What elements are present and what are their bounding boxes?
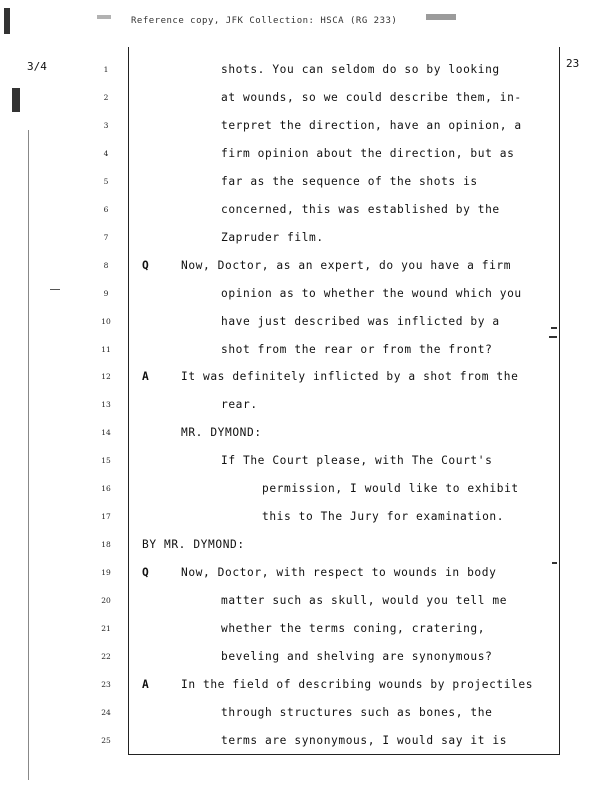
transcript-line-text: opinion as to whether the wound which you	[221, 286, 522, 300]
scan-smudge-right	[426, 14, 456, 20]
answer-marker: A	[142, 677, 149, 691]
page-section-label: 3/4	[27, 60, 47, 73]
line-number: 14	[101, 428, 111, 438]
line-number: 12	[101, 372, 111, 382]
transcript-line-text: permission, I would like to exhibit	[262, 482, 519, 496]
transcript-line-text: Now, Doctor, as an expert, do you have a firm	[181, 258, 512, 272]
transcript-line-text: this to The Jury for examination.	[262, 510, 505, 524]
line-number: 6	[103, 204, 109, 214]
transcript-line-text: have just described was inflicted by a	[221, 314, 500, 328]
margin-mark-right-3	[552, 562, 557, 564]
line-number: 11	[101, 344, 111, 354]
transcript-line-text: firm opinion about the direction, but as	[221, 146, 515, 160]
line-number: 4	[103, 148, 109, 158]
transcript-line-text: BY MR. DYMOND:	[142, 538, 245, 552]
transcript-line-text: It was definitely inflicted by a shot from the	[181, 370, 519, 384]
transcript-line-text: shot from the rear or from the front?	[221, 342, 493, 356]
line-number: 16	[101, 484, 111, 494]
binder-mark-line	[28, 130, 29, 780]
margin-mark-right-2	[549, 336, 557, 338]
line-number: 15	[101, 456, 111, 466]
line-number: 10	[101, 316, 111, 326]
question-marker: Q	[142, 566, 149, 580]
line-number: 23	[101, 679, 111, 689]
line-number: 21	[101, 624, 111, 633]
transcript-line-text: whether the terms coning, cratering,	[221, 622, 486, 635]
line-number: 1	[103, 65, 109, 74]
page-number: 23	[566, 57, 580, 70]
transcript-line-text: Now, Doctor, with respect to wounds in body	[181, 566, 497, 580]
reference-header: Reference copy, JFK Collection: HSCA (RG 233)	[131, 16, 398, 26]
margin-mark-right-1	[551, 327, 557, 329]
binder-mark-middle	[12, 88, 20, 112]
margin-dash	[50, 289, 60, 290]
transcript-line-text: rear.	[221, 398, 258, 412]
transcript-line-text: through structures such as bones, the	[221, 705, 493, 719]
line-number: 13	[101, 400, 111, 410]
scan-smudge-left	[97, 15, 111, 19]
line-number: 25	[101, 735, 111, 745]
answer-marker: A	[142, 370, 149, 384]
transcript-line-text: shots. You can seldom do so by looking	[221, 63, 500, 76]
line-number: 24	[101, 707, 111, 717]
transcript-line-text: Zapruder film.	[221, 230, 324, 244]
question-marker: Q	[142, 258, 149, 272]
transcript-line-text: matter such as skull, would you tell me	[221, 594, 508, 608]
line-number: 7	[103, 232, 109, 242]
transcript-line-text: terpret the direction, have an opinion, a	[221, 118, 522, 132]
transcript-line-text: MR. DYMOND:	[181, 426, 262, 440]
transcript-line-text: If The Court please, with The Court's	[221, 454, 493, 468]
transcript-line-text: concerned, this was established by the	[221, 202, 500, 216]
line-number: 9	[103, 288, 109, 298]
transcript-line-text: terms are synonymous, I would say it is	[221, 733, 508, 747]
line-number: 20	[101, 596, 111, 606]
binder-mark-top	[4, 8, 10, 34]
line-number: 3	[103, 120, 109, 130]
line-number: 2	[103, 92, 109, 102]
transcript-line-text: beveling and shelving are synonymous?	[221, 649, 493, 663]
transcript-line-text: In the field of describing wounds by projectiles	[181, 677, 534, 691]
line-number: 19	[101, 568, 111, 578]
transcript-line-text: at wounds, so we could describe them, in-	[221, 90, 522, 104]
line-number: 5	[103, 176, 109, 186]
transcript-line-text: far as the sequence of the shots is	[221, 174, 478, 188]
line-number: 18	[101, 540, 111, 550]
line-number: 8	[103, 260, 109, 270]
line-number: 22	[101, 651, 111, 661]
line-number: 17	[101, 512, 111, 522]
